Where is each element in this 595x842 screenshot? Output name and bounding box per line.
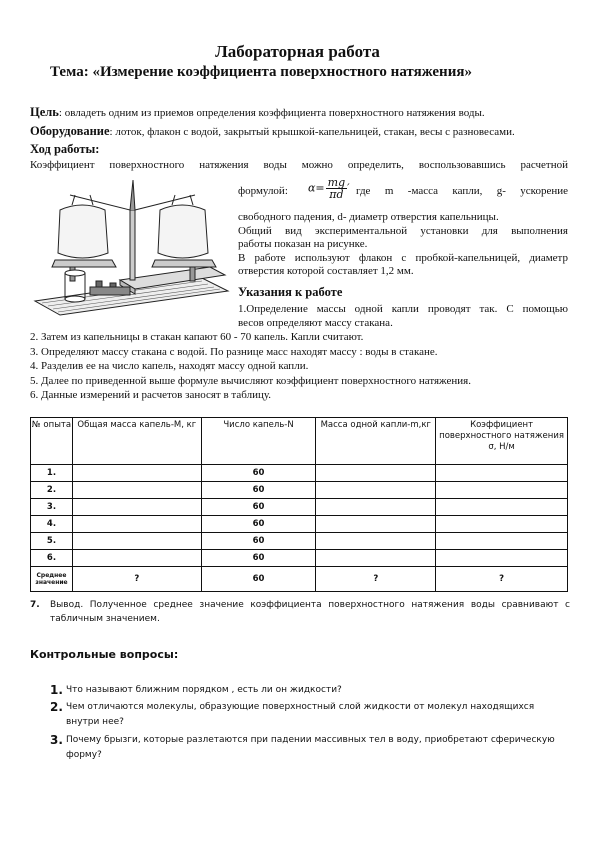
equipment-line (30, 124, 515, 139)
intro-line: Коэффициент поверхностного натяжения воды можно определить, воспользовавшись расчетной (30, 159, 568, 171)
flask-text-line-1: В работе используют флакон с пробкой-капельницей, диаметр (238, 251, 568, 264)
cell: 3. (31, 499, 73, 516)
cell: 2. (31, 482, 73, 499)
step-2: 2. Затем из капельницы в стакан капают 60 - 70 капель. Капли считают. (30, 331, 364, 343)
apparatus-illustration (30, 175, 230, 325)
cell (316, 550, 436, 567)
cell (436, 482, 568, 499)
cell: 6. (31, 550, 73, 567)
cell: 60 (201, 533, 316, 550)
table-row (31, 465, 568, 482)
description-block (238, 211, 568, 279)
cell (436, 465, 568, 482)
table-row (31, 482, 568, 499)
cell: 60 (201, 550, 316, 567)
cell (72, 499, 201, 516)
table-row (31, 550, 568, 567)
formula-denominator: πd (329, 188, 344, 201)
question-1-text: Что называют ближним порядком , есть ли он жидкости? (66, 685, 342, 695)
header-total-mass: Общая масса капель-М, кг (72, 418, 201, 465)
conclusion-number: 7. (30, 600, 40, 610)
cell (316, 465, 436, 482)
question-1 (50, 683, 560, 698)
cell (436, 533, 568, 550)
instructions-heading: Указания к работе (238, 285, 343, 299)
cell (72, 550, 201, 567)
cell: 60 (201, 499, 316, 516)
table-row (31, 516, 568, 533)
equipment-text: : лоток, флакон с водой, закрытый крышкой-капельницей, стакан, весы с разновесами. (109, 126, 515, 138)
formula-tail: ′ (347, 181, 350, 195)
cell (72, 516, 201, 533)
table-row (31, 499, 568, 516)
step-6: 6. Данные измерений и расчетов заносят в таблицу. (30, 389, 271, 401)
cell: 4. (31, 516, 73, 533)
formula-continuation: свободного падения, d- диаметр отверстия капельницы. (238, 211, 499, 223)
average-label: Среднее значение (31, 567, 73, 592)
question-2-text: Чем отличаются молекулы, образующие поверхностный слой жидкости от молекул находящихся внутри нее? (66, 702, 535, 727)
goal-line (30, 105, 485, 120)
cell (316, 499, 436, 516)
cell (436, 516, 568, 533)
question-2-number: 2. (50, 700, 63, 714)
cell (436, 550, 568, 567)
results-table (30, 417, 568, 592)
average-drop-count: 60 (201, 567, 316, 592)
equipment-label: Оборудование (30, 124, 110, 138)
conclusion-line-2: табличным значением. (50, 614, 160, 624)
formula-lhs: α= (308, 181, 325, 195)
step-3: 3. Определяют массу стакана с водой. По разнице масс находят массу : воды в стакане. (30, 345, 438, 358)
table-header-row (31, 418, 568, 465)
average-tension: ? (436, 567, 568, 592)
cell: 60 (201, 482, 316, 499)
cell (316, 482, 436, 499)
average-total-mass: ? (72, 567, 201, 592)
conclusion-line-1: Вывод. Полученное среднее значение коэффициента поверхностного натяжения воды сравнивают с (50, 600, 570, 610)
steps-list (30, 330, 471, 403)
header-tension-coefficient: Коэффициент поверхностного натяжения σ, Н/м (436, 418, 568, 465)
cell: 60 (201, 465, 316, 482)
formula-prefix: формулой: (238, 185, 288, 197)
setup-text-line-2: работы показан на рисунке. (238, 238, 368, 250)
question-1-number: 1. (50, 683, 63, 697)
goal-label: Цель (30, 105, 59, 119)
cell (316, 516, 436, 533)
procedure-heading: Ход работы: (30, 142, 100, 156)
step-1 (238, 303, 568, 330)
goal-text: : овладеть одним из приемов определения коэффициента поверхностного натяжения воды. (58, 107, 485, 119)
cell: 1. (31, 465, 73, 482)
question-2 (50, 700, 560, 730)
header-experiment-no: № опыта (31, 418, 73, 465)
control-questions-title: Контрольные вопросы: (30, 648, 179, 661)
cell: 5. (31, 533, 73, 550)
cell (436, 499, 568, 516)
cell (72, 482, 201, 499)
formula-line (238, 185, 568, 199)
question-3-number: 3. (50, 733, 63, 747)
header-drop-count: Число капель-N (201, 418, 316, 465)
cell (316, 533, 436, 550)
topic-heading: Тема: «Измерение коэффициента поверхностного натяжения» (50, 64, 472, 80)
header-drop-mass: Масса одной капли-m,кг (316, 418, 436, 465)
flask-text-line-2: отверстия которой составляет 1,2 мм. (238, 265, 414, 277)
question-3-text: Почему брызги, которые разлетаются при падении массивных тел в воду, приобретают сферическую форму? (66, 735, 555, 760)
formula-suffix: где m -масса капли, g- ускорение (356, 185, 568, 197)
average-drop-mass: ? (316, 567, 436, 592)
step-1-line-2: весов определяют массу стакана. (238, 316, 393, 329)
table-average-row (31, 567, 568, 592)
step-4: 4. Разделив ее на число капель, находят массу одной капли. (30, 360, 309, 372)
page-title: Лабораторная работа (215, 42, 380, 61)
formula-numerator: mg (327, 176, 346, 189)
cell: 60 (201, 516, 316, 533)
setup-text-line-1: Общий вид экспериментальной установки для выполнения (238, 224, 568, 237)
step-1-line-1: 1.Определение массы одной капли проводят так. С помощью (238, 303, 568, 315)
question-3 (50, 733, 560, 763)
conclusion (30, 598, 570, 626)
cell (72, 465, 201, 482)
step-5: 5. Далее по приведенной выше формуле вычисляют коэффициент поверхностного натяжения. (30, 374, 471, 387)
table-row (31, 533, 568, 550)
cell (72, 533, 201, 550)
